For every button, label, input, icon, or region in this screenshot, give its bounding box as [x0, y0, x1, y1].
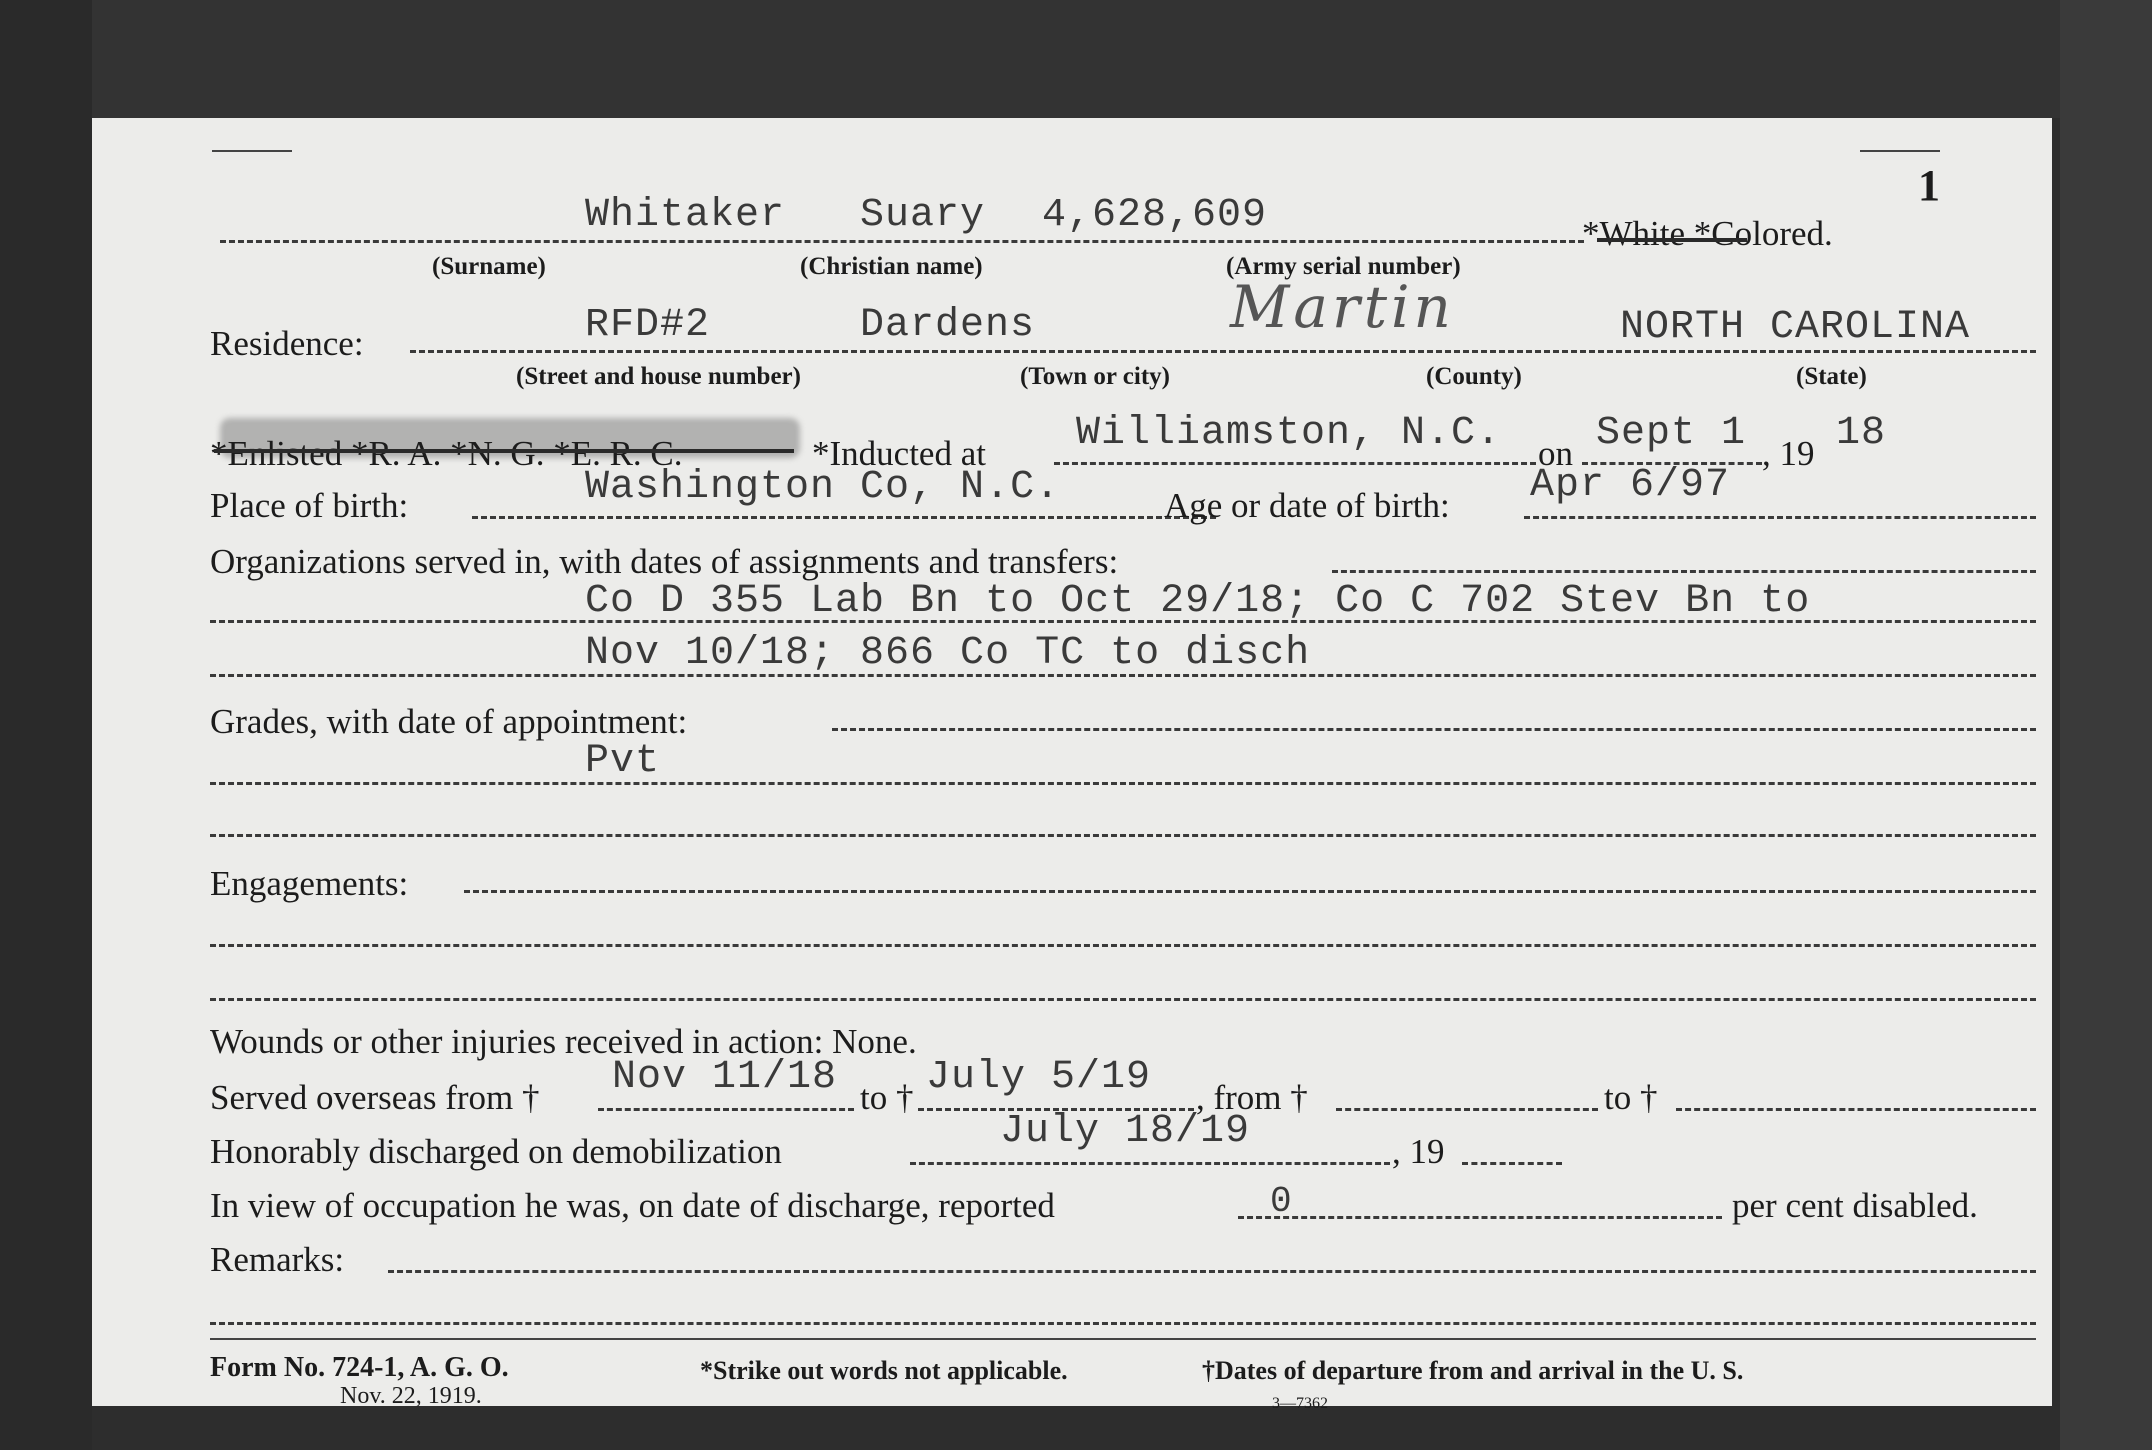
scanner-frame-right [2060, 0, 2152, 1450]
overseas-label: Served overseas from † [210, 1078, 540, 1117]
strike-out-note: *Strike out words not applicable. [700, 1356, 1068, 1385]
induction-year-value: 18 [1836, 411, 1887, 456]
remarks-rule-0 [388, 1270, 2036, 1273]
overseas-from-value: Nov 11/18 [612, 1055, 838, 1100]
organizations-line-1: Co D 355 Lab Bn to Oct 29/18; Co C 702 Stev Bn to [585, 579, 1811, 624]
organizations-rule-2 [210, 674, 2036, 677]
name-line [220, 240, 1584, 243]
overseas-to2-line [1676, 1108, 2036, 1111]
inducted-place-line [1054, 462, 1536, 465]
remarks-label: Remarks: [210, 1240, 345, 1279]
discharge-date-value: July 18/19 [1000, 1109, 1251, 1154]
discharge-year-label: , 19 [1392, 1132, 1445, 1171]
state-value: NORTH CAROLINA [1620, 305, 1971, 350]
disability-line [1238, 1216, 1722, 1219]
overseas-to2-label: to † [1604, 1078, 1658, 1117]
engagements-label: Engagements: [210, 864, 409, 903]
scanner-frame-top [0, 0, 2152, 118]
grades-rule-1 [210, 782, 2036, 785]
birth-date-value: Apr 6/97 [1530, 463, 1731, 508]
place-of-birth-label: Place of birth: [210, 486, 409, 525]
place-of-birth-value: Washington Co, N.C. [585, 465, 1061, 510]
christian-name-caption: (Christian name) [800, 253, 983, 280]
town-value: Dardens [860, 303, 1036, 348]
disability-label: In view of occupation he was, on date of discharge, reported [210, 1186, 1055, 1225]
disability-suffix: per cent disabled. [1732, 1186, 1978, 1225]
street-value: RFD#2 [585, 303, 711, 348]
corner-mark-left [212, 150, 292, 152]
race-strikeout [1597, 238, 1747, 242]
enlistment-status-options: *Enlisted *R. A. *N. G. *E. R. C. [210, 434, 683, 473]
serial-caption: (Army serial number) [1226, 253, 1461, 280]
surname-caption: (Surname) [432, 253, 546, 280]
age-label: Age or date of birth: [1164, 486, 1450, 525]
surname-value: Whitaker [585, 193, 786, 238]
engagements-rule-1 [210, 944, 2036, 947]
grades-rule-2 [210, 834, 2036, 837]
service-record-card [92, 118, 2052, 1412]
engagements-rule-0 [464, 890, 2036, 893]
discharge-date-line [910, 1162, 1390, 1165]
inducted-at-label: *Inducted at [812, 434, 986, 473]
scanner-frame-left [0, 0, 92, 1450]
organizations-label: Organizations served in, with dates of assignments and transfers: [210, 542, 1119, 581]
form-number: Form No. 724-1, A. G. O. [210, 1352, 509, 1383]
disability-value: 0 [1270, 1181, 1293, 1222]
residence-label: Residence: [210, 324, 364, 363]
card-number: 1 [1918, 161, 1940, 210]
remarks-rule-1 [210, 1322, 2036, 1325]
town-caption: (Town or city) [1020, 363, 1170, 390]
street-caption: (Street and house number) [516, 363, 801, 390]
county-caption: (County) [1426, 363, 1522, 390]
place-of-birth-line [472, 516, 1216, 519]
birth-date-line [1524, 516, 2036, 519]
print-code: 3—7362 [1272, 1395, 1328, 1412]
race-options: *White *Colored. [1582, 214, 1833, 253]
overseas-from2-line [1336, 1108, 1598, 1111]
induction-year-prefix: , 19 [1762, 434, 1815, 473]
footer-rule [210, 1338, 2036, 1340]
county-value-handwritten: Martin [1230, 273, 1455, 341]
discharge-label: Honorably discharged on demobilization [210, 1132, 782, 1171]
overseas-to-value: July 5/19 [926, 1055, 1152, 1100]
christian-name-value: Suary [860, 193, 986, 238]
residence-line [410, 350, 2036, 353]
form-date: Nov. 22, 1919. [340, 1383, 482, 1409]
inducted-place-value: Williamston, N.C. [1076, 411, 1502, 456]
state-caption: (State) [1796, 363, 1867, 390]
grades-rule-0 [832, 728, 2036, 731]
engagements-rule-2 [210, 998, 2036, 1001]
induction-date-value: Sept 1 [1596, 411, 1747, 456]
overseas-from2-label: , from † [1196, 1078, 1308, 1117]
status-strikeout [214, 449, 794, 453]
organizations-line-2: Nov 10/18; 866 Co TC to disch [585, 631, 1311, 676]
on-label: on [1538, 434, 1573, 473]
serial-number-value: 4,628,609 [1042, 193, 1268, 238]
grades-label: Grades, with date of appointment: [210, 702, 688, 741]
grade-value: Pvt [585, 739, 661, 784]
wounds-label: Wounds or other injuries received in action: None. [210, 1022, 917, 1061]
organizations-rule-1 [210, 620, 2036, 623]
dates-note: †Dates of departure from and arrival in the U. S. [1202, 1356, 1744, 1385]
organizations-line-0 [1332, 570, 2036, 573]
overseas-to-label: to † [860, 1078, 914, 1117]
overseas-from-line [598, 1108, 854, 1111]
discharge-year-line [1462, 1162, 1562, 1165]
corner-mark-right [1860, 150, 1940, 152]
